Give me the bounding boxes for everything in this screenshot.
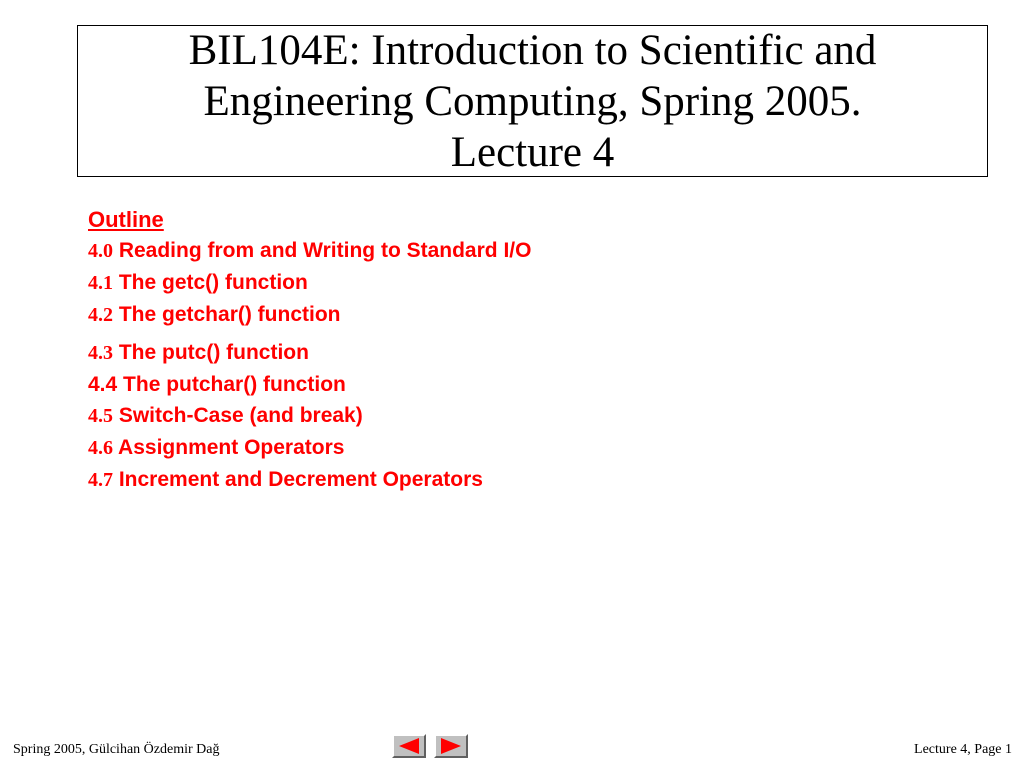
outline-item-text: Assignment Operators: [113, 436, 345, 459]
outline-item-text: Reading from and Writing to Standard I/O: [113, 239, 532, 262]
outline-item-text: The getchar() function: [113, 303, 341, 326]
outline-item: [88, 235, 531, 267]
outline-item: [88, 299, 531, 331]
outline-item: [88, 400, 531, 432]
next-slide-button[interactable]: [434, 734, 468, 758]
outline-item: [88, 337, 531, 369]
outline-item-number: 4.5: [88, 405, 113, 427]
footer-author: Spring 2005, Gülcihan Özdemir Dağ: [13, 742, 220, 757]
outline-item-number: 4.1: [88, 272, 113, 294]
left-arrow-icon: [398, 738, 420, 754]
slide-title-line-3: Lecture 4: [450, 128, 615, 176]
outline-item: [88, 267, 531, 299]
right-arrow-icon: [440, 738, 462, 754]
slide-title-box: [77, 25, 988, 177]
outline-item-number: 4.7: [88, 469, 113, 491]
outline-item-text: The getc() function: [113, 271, 308, 294]
outline-item-number: 4.3: [88, 342, 113, 364]
outline-heading: Outline: [88, 207, 164, 232]
outline-item-number: 4.0: [88, 240, 113, 262]
outline-item-number: 4.2: [88, 304, 113, 326]
previous-slide-button[interactable]: [392, 734, 426, 758]
footer-page-number: Lecture 4, Page 1: [914, 742, 1012, 757]
outline-item: [88, 464, 531, 496]
outline-item-text: Switch-Case (and break): [113, 404, 363, 427]
slide-title-line-2: Engineering Computing, Spring 2005.: [203, 77, 862, 125]
slide-title-line-1: BIL104E: Introduction to Scientific and: [188, 26, 877, 74]
outline-section: [88, 205, 531, 496]
outline-item-number: 4.4: [88, 373, 118, 396]
slide-navigation: [392, 734, 468, 758]
outline-item-text: The putchar() function: [117, 373, 346, 396]
outline-item-number: 4.6: [88, 437, 113, 459]
outline-item: [88, 432, 531, 464]
outline-item-text: The putc() function: [113, 341, 309, 364]
outline-item: [88, 369, 531, 400]
outline-item-text: Increment and Decrement Operators: [113, 468, 483, 491]
